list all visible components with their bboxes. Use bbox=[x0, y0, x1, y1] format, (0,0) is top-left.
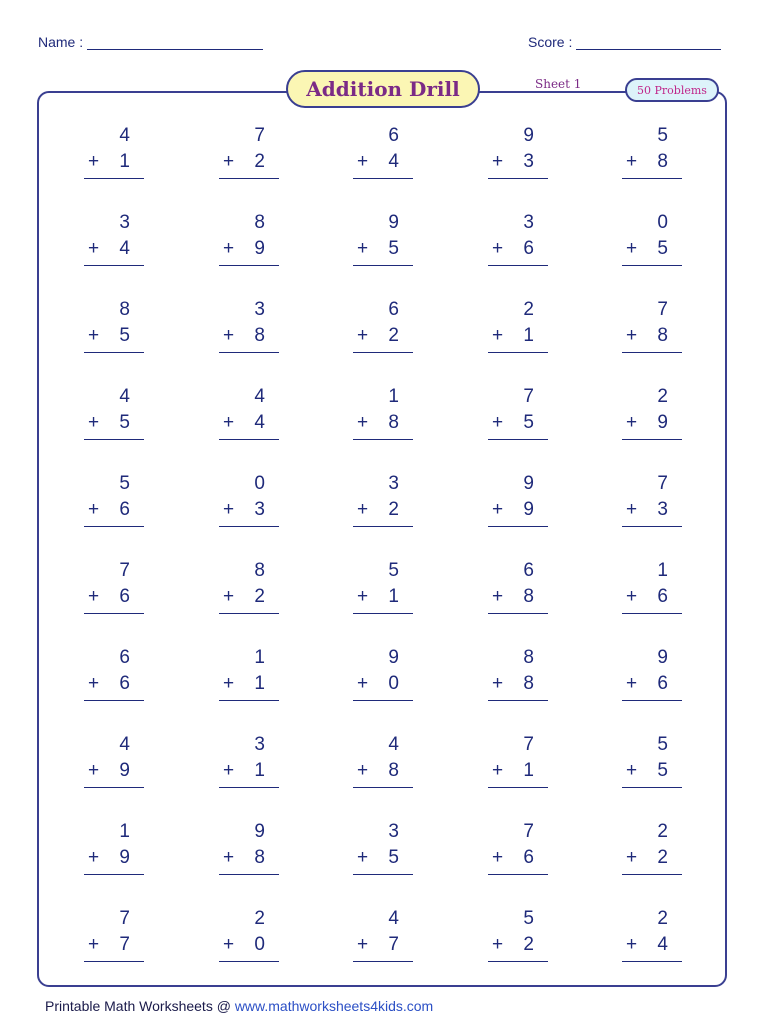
addend-bottom: 2 bbox=[523, 934, 534, 955]
addition-problem bbox=[622, 647, 682, 703]
plus-sign: + bbox=[626, 238, 638, 259]
plus-sign: + bbox=[626, 151, 638, 172]
addition-problem bbox=[84, 386, 144, 442]
plus-sign: + bbox=[492, 586, 504, 607]
plus-sign: + bbox=[626, 673, 638, 694]
footer bbox=[45, 998, 433, 1014]
addend-top: 4 bbox=[388, 908, 399, 929]
addition-problem bbox=[488, 473, 548, 529]
addend-bottom: 5 bbox=[388, 847, 399, 868]
addend-bottom: 8 bbox=[388, 412, 399, 433]
addend-bottom: 4 bbox=[254, 412, 265, 433]
answer-line[interactable] bbox=[622, 265, 682, 266]
answer-line[interactable] bbox=[219, 787, 279, 788]
plus-sign: + bbox=[223, 934, 235, 955]
plus-sign: + bbox=[357, 412, 369, 433]
addend-top: 4 bbox=[388, 734, 399, 755]
plus-sign: + bbox=[88, 847, 100, 868]
addition-problem bbox=[353, 560, 413, 616]
answer-line[interactable] bbox=[219, 526, 279, 527]
addend-top: 5 bbox=[657, 125, 668, 146]
addition-problem bbox=[488, 386, 548, 442]
addend-bottom: 1 bbox=[388, 586, 399, 607]
addition-problem bbox=[622, 212, 682, 268]
addend-bottom: 4 bbox=[388, 151, 399, 172]
answer-line[interactable] bbox=[488, 961, 548, 962]
addition-problem bbox=[488, 125, 548, 181]
answer-line[interactable] bbox=[353, 265, 413, 266]
answer-line[interactable] bbox=[622, 178, 682, 179]
addend-bottom: 1 bbox=[119, 151, 130, 172]
addend-top: 4 bbox=[254, 386, 265, 407]
addend-top: 1 bbox=[119, 821, 130, 842]
plus-sign: + bbox=[357, 760, 369, 781]
addend-top: 5 bbox=[388, 560, 399, 581]
addend-bottom: 8 bbox=[523, 586, 534, 607]
answer-line[interactable] bbox=[353, 439, 413, 440]
answer-line[interactable] bbox=[84, 526, 144, 527]
addend-bottom: 2 bbox=[254, 586, 265, 607]
addend-top: 8 bbox=[254, 212, 265, 233]
answer-line[interactable] bbox=[622, 700, 682, 701]
plus-sign: + bbox=[223, 499, 235, 520]
addition-problem bbox=[488, 908, 548, 964]
answer-line[interactable] bbox=[84, 265, 144, 266]
problem-count-badge: 50 Problems bbox=[625, 78, 719, 102]
addition-problem bbox=[84, 212, 144, 268]
addend-bottom: 0 bbox=[254, 934, 265, 955]
plus-sign: + bbox=[626, 760, 638, 781]
plus-sign: + bbox=[492, 847, 504, 868]
addend-bottom: 1 bbox=[254, 760, 265, 781]
addition-problem bbox=[219, 386, 279, 442]
plus-sign: + bbox=[492, 151, 504, 172]
addition-problem bbox=[219, 647, 279, 703]
addend-bottom: 8 bbox=[523, 673, 534, 694]
addition-problem bbox=[219, 473, 279, 529]
answer-line[interactable] bbox=[84, 352, 144, 353]
addition-problem bbox=[488, 560, 548, 616]
addend-bottom: 1 bbox=[254, 673, 265, 694]
plus-sign: + bbox=[223, 760, 235, 781]
addend-top: 1 bbox=[254, 647, 265, 668]
addend-top: 6 bbox=[119, 647, 130, 668]
addend-top: 2 bbox=[657, 821, 668, 842]
addend-top: 3 bbox=[254, 734, 265, 755]
addend-top: 9 bbox=[254, 821, 265, 842]
addend-bottom: 6 bbox=[119, 673, 130, 694]
addend-bottom: 5 bbox=[523, 412, 534, 433]
addition-problem bbox=[488, 821, 548, 877]
answer-line[interactable] bbox=[84, 700, 144, 701]
addition-problem bbox=[622, 560, 682, 616]
plus-sign: + bbox=[492, 499, 504, 520]
addend-top: 6 bbox=[523, 560, 534, 581]
score-label: Score : bbox=[528, 34, 573, 50]
answer-line[interactable] bbox=[84, 787, 144, 788]
answer-line[interactable] bbox=[84, 874, 144, 875]
worksheet-title: Addition Drill bbox=[286, 70, 480, 108]
addition-problem bbox=[353, 212, 413, 268]
answer-line[interactable] bbox=[488, 700, 548, 701]
addition-problem bbox=[353, 908, 413, 964]
addition-problem bbox=[84, 125, 144, 181]
addend-top: 3 bbox=[119, 212, 130, 233]
answer-line[interactable] bbox=[84, 613, 144, 614]
addend-top: 7 bbox=[119, 560, 130, 581]
plus-sign: + bbox=[223, 847, 235, 868]
answer-line[interactable] bbox=[353, 874, 413, 875]
plus-sign: + bbox=[223, 673, 235, 694]
answer-line[interactable] bbox=[219, 961, 279, 962]
addition-problem bbox=[622, 908, 682, 964]
addend-bottom: 4 bbox=[119, 238, 130, 259]
plus-sign: + bbox=[492, 760, 504, 781]
answer-line[interactable] bbox=[353, 613, 413, 614]
answer-line[interactable] bbox=[219, 613, 279, 614]
answer-line[interactable] bbox=[219, 352, 279, 353]
name-label: Name : bbox=[38, 34, 84, 50]
addend-bottom: 6 bbox=[657, 673, 668, 694]
addition-problem bbox=[488, 734, 548, 790]
addition-problem bbox=[488, 647, 548, 703]
addend-bottom: 0 bbox=[388, 673, 399, 694]
addend-top: 8 bbox=[523, 647, 534, 668]
plus-sign: + bbox=[88, 151, 100, 172]
addend-top: 3 bbox=[254, 299, 265, 320]
addition-problem bbox=[219, 125, 279, 181]
addend-bottom: 9 bbox=[254, 238, 265, 259]
addition-problem bbox=[84, 560, 144, 616]
answer-line[interactable] bbox=[488, 787, 548, 788]
footer-site-link[interactable]: www.mathworksheets4kids.com bbox=[234, 998, 434, 1014]
answer-line[interactable] bbox=[219, 178, 279, 179]
addend-top: 2 bbox=[254, 908, 265, 929]
addend-bottom: 5 bbox=[657, 238, 668, 259]
answer-line[interactable] bbox=[353, 700, 413, 701]
addend-bottom: 2 bbox=[388, 499, 399, 520]
addend-top: 7 bbox=[523, 821, 534, 842]
plus-sign: + bbox=[223, 238, 235, 259]
addition-problem bbox=[219, 821, 279, 877]
answer-line[interactable] bbox=[84, 439, 144, 440]
answer-line[interactable] bbox=[488, 352, 548, 353]
addend-bottom: 9 bbox=[119, 760, 130, 781]
addition-problem bbox=[353, 821, 413, 877]
plus-sign: + bbox=[492, 934, 504, 955]
footer-prefix: Printable Math Worksheets @ bbox=[45, 998, 235, 1014]
addition-problem bbox=[84, 647, 144, 703]
plus-sign: + bbox=[88, 586, 100, 607]
addition-problem bbox=[219, 908, 279, 964]
addend-top: 2 bbox=[657, 386, 668, 407]
addition-problem bbox=[488, 299, 548, 355]
plus-sign: + bbox=[626, 499, 638, 520]
addend-top: 5 bbox=[119, 473, 130, 494]
plus-sign: + bbox=[88, 499, 100, 520]
addend-bottom: 8 bbox=[254, 847, 265, 868]
addend-bottom: 5 bbox=[119, 412, 130, 433]
plus-sign: + bbox=[88, 934, 100, 955]
plus-sign: + bbox=[357, 151, 369, 172]
addition-problem bbox=[84, 821, 144, 877]
addend-top: 3 bbox=[523, 212, 534, 233]
answer-line[interactable] bbox=[488, 874, 548, 875]
plus-sign: + bbox=[626, 847, 638, 868]
addition-problem bbox=[84, 734, 144, 790]
plus-sign: + bbox=[492, 325, 504, 346]
addition-problem bbox=[353, 125, 413, 181]
addend-bottom: 9 bbox=[657, 412, 668, 433]
plus-sign: + bbox=[357, 586, 369, 607]
answer-line[interactable] bbox=[488, 613, 548, 614]
answer-line[interactable] bbox=[488, 178, 548, 179]
addend-top: 7 bbox=[657, 473, 668, 494]
answer-line[interactable] bbox=[622, 352, 682, 353]
answer-line[interactable] bbox=[84, 961, 144, 962]
answer-line[interactable] bbox=[353, 352, 413, 353]
addend-top: 5 bbox=[657, 734, 668, 755]
addend-top: 2 bbox=[657, 908, 668, 929]
plus-sign: + bbox=[88, 325, 100, 346]
addend-bottom: 6 bbox=[657, 586, 668, 607]
plus-sign: + bbox=[626, 586, 638, 607]
addition-problem bbox=[219, 560, 279, 616]
addend-top: 9 bbox=[388, 647, 399, 668]
plus-sign: + bbox=[223, 586, 235, 607]
addend-bottom: 8 bbox=[657, 151, 668, 172]
addition-problem bbox=[622, 386, 682, 442]
addend-bottom: 8 bbox=[657, 325, 668, 346]
plus-sign: + bbox=[223, 412, 235, 433]
addend-bottom: 3 bbox=[657, 499, 668, 520]
answer-line[interactable] bbox=[622, 961, 682, 962]
addend-bottom: 2 bbox=[388, 325, 399, 346]
addend-bottom: 4 bbox=[657, 934, 668, 955]
addend-bottom: 6 bbox=[523, 847, 534, 868]
addend-bottom: 9 bbox=[119, 847, 130, 868]
addition-problem bbox=[353, 299, 413, 355]
addend-bottom: 7 bbox=[388, 934, 399, 955]
answer-line[interactable] bbox=[622, 439, 682, 440]
answer-line[interactable] bbox=[488, 526, 548, 527]
plus-sign: + bbox=[88, 238, 100, 259]
addend-top: 6 bbox=[388, 299, 399, 320]
addend-top: 4 bbox=[119, 125, 130, 146]
addition-problem bbox=[622, 125, 682, 181]
addition-problem bbox=[488, 212, 548, 268]
addend-bottom: 1 bbox=[523, 760, 534, 781]
answer-line[interactable] bbox=[488, 439, 548, 440]
plus-sign: + bbox=[492, 673, 504, 694]
plus-sign: + bbox=[626, 934, 638, 955]
addition-problem bbox=[622, 734, 682, 790]
plus-sign: + bbox=[626, 412, 638, 433]
addend-bottom: 7 bbox=[119, 934, 130, 955]
addend-top: 4 bbox=[119, 734, 130, 755]
addend-top: 6 bbox=[388, 125, 399, 146]
plus-sign: + bbox=[88, 760, 100, 781]
plus-sign: + bbox=[357, 934, 369, 955]
addend-top: 7 bbox=[657, 299, 668, 320]
addend-bottom: 5 bbox=[388, 238, 399, 259]
addition-problem bbox=[84, 299, 144, 355]
plus-sign: + bbox=[357, 847, 369, 868]
addition-problem bbox=[622, 299, 682, 355]
answer-line[interactable] bbox=[622, 874, 682, 875]
addend-top: 1 bbox=[657, 560, 668, 581]
answer-line[interactable] bbox=[353, 961, 413, 962]
answer-line[interactable] bbox=[622, 613, 682, 614]
answer-line[interactable] bbox=[353, 178, 413, 179]
addition-problem bbox=[84, 908, 144, 964]
plus-sign: + bbox=[626, 325, 638, 346]
addend-top: 3 bbox=[388, 821, 399, 842]
addend-top: 0 bbox=[254, 473, 265, 494]
addend-top: 1 bbox=[388, 386, 399, 407]
answer-line[interactable] bbox=[622, 787, 682, 788]
addend-top: 9 bbox=[657, 647, 668, 668]
addend-bottom: 3 bbox=[523, 151, 534, 172]
addend-bottom: 8 bbox=[388, 760, 399, 781]
plus-sign: + bbox=[492, 412, 504, 433]
answer-line[interactable] bbox=[488, 265, 548, 266]
addition-problem bbox=[353, 734, 413, 790]
addend-bottom: 6 bbox=[523, 238, 534, 259]
addend-top: 7 bbox=[119, 908, 130, 929]
plus-sign: + bbox=[357, 238, 369, 259]
plus-sign: + bbox=[88, 673, 100, 694]
addend-bottom: 3 bbox=[254, 499, 265, 520]
addition-problem bbox=[219, 212, 279, 268]
answer-line[interactable] bbox=[219, 874, 279, 875]
addition-problem bbox=[353, 473, 413, 529]
sheet-label: Sheet 1 bbox=[532, 77, 584, 91]
plus-sign: + bbox=[357, 499, 369, 520]
addition-problem bbox=[219, 734, 279, 790]
addend-bottom: 9 bbox=[523, 499, 534, 520]
plus-sign: + bbox=[492, 238, 504, 259]
answer-line[interactable] bbox=[219, 265, 279, 266]
answer-line[interactable] bbox=[622, 526, 682, 527]
addend-top: 7 bbox=[523, 386, 534, 407]
addition-problem bbox=[219, 299, 279, 355]
addition-problem bbox=[353, 386, 413, 442]
plus-sign: + bbox=[357, 325, 369, 346]
plus-sign: + bbox=[223, 325, 235, 346]
addition-problem bbox=[622, 821, 682, 877]
answer-line[interactable] bbox=[84, 178, 144, 179]
addend-top: 8 bbox=[254, 560, 265, 581]
addition-problem bbox=[622, 473, 682, 529]
addend-bottom: 6 bbox=[119, 586, 130, 607]
addend-top: 9 bbox=[523, 125, 534, 146]
answer-line[interactable] bbox=[219, 439, 279, 440]
addition-problem bbox=[353, 647, 413, 703]
addend-top: 7 bbox=[523, 734, 534, 755]
addend-top: 7 bbox=[254, 125, 265, 146]
addend-bottom: 2 bbox=[657, 847, 668, 868]
addend-top: 5 bbox=[523, 908, 534, 929]
addend-top: 9 bbox=[388, 212, 399, 233]
addend-top: 3 bbox=[388, 473, 399, 494]
plus-sign: + bbox=[88, 412, 100, 433]
addend-bottom: 2 bbox=[254, 151, 265, 172]
addend-top: 8 bbox=[119, 299, 130, 320]
answer-line[interactable] bbox=[353, 787, 413, 788]
answer-line[interactable] bbox=[353, 526, 413, 527]
addend-top: 0 bbox=[657, 212, 668, 233]
plus-sign: + bbox=[223, 151, 235, 172]
addend-top: 4 bbox=[119, 386, 130, 407]
addend-bottom: 5 bbox=[119, 325, 130, 346]
addend-top: 2 bbox=[523, 299, 534, 320]
addend-bottom: 8 bbox=[254, 325, 265, 346]
addend-bottom: 5 bbox=[657, 760, 668, 781]
plus-sign: + bbox=[357, 673, 369, 694]
addend-top: 9 bbox=[523, 473, 534, 494]
addend-bottom: 1 bbox=[523, 325, 534, 346]
answer-line[interactable] bbox=[219, 700, 279, 701]
addend-bottom: 6 bbox=[119, 499, 130, 520]
addition-problem bbox=[84, 473, 144, 529]
